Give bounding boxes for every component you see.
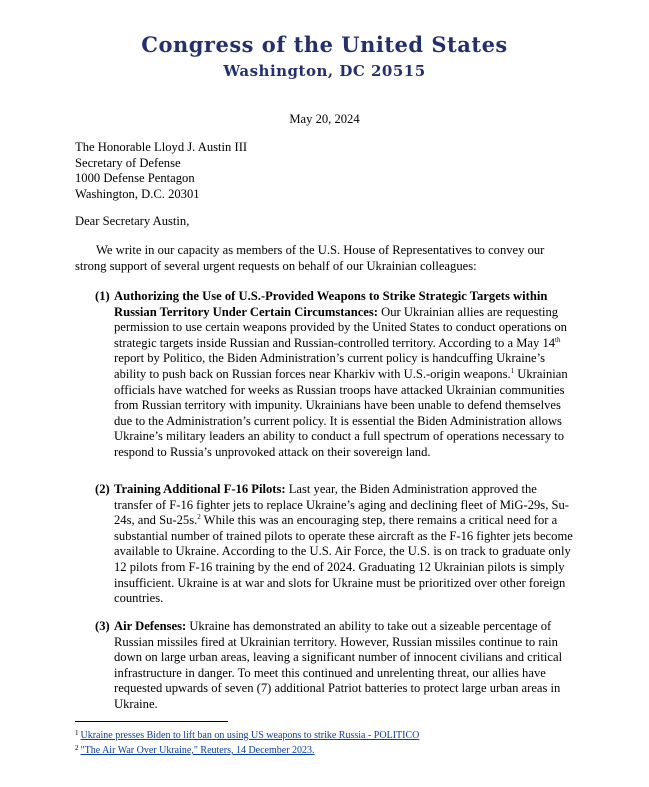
item-text: Ukrainian officials have watched for weeks as Russian troops have attacked Ukrainian communities from Russian territory with impunity. Ukrainians have been unable to defend themselves due to the Administration’s current policy. It is essential the Biden Administration allows Ukraine’s military leaders an ability to conduct a full spectrum of operations necessary to respond to Russia’s unprovoked attack on their sovereign land. [114, 366, 568, 459]
footnotes [75, 727, 419, 757]
request-item-2 [95, 482, 575, 607]
ordinal-suffix: th [555, 335, 561, 344]
address-line: Secretary of Defense [75, 155, 181, 170]
item-number: (1) [95, 289, 110, 303]
footnote-divider [75, 721, 228, 722]
item-text: report by Politico, the Biden Administration’s current policy is handcuffing Ukraine’s ability to push back on Russian forces near Kharkiv with U.S.-origin weapons. [114, 351, 546, 381]
item-text: Ukraine has demonstrated an ability to take out a sizeable percentage of Russian missiles fired at Ukrainian territory. However, Russian missiles continue to rain down on large urban areas, leaving a significant number of innocent civilians and critical infrastructure in danger. To meet this continued and unrelenting threat, our allies have requested upwards of seven (7) additional Patriot batteries to protect large urban areas in Ukraine. [114, 619, 563, 711]
salutation: Dear Secretary Austin, [75, 214, 190, 228]
item-heading: Training Additional F-16 Pilots: [114, 482, 286, 496]
address-line: Washington, D.C. 20301 [75, 186, 200, 201]
address-line: The Honorable Lloyd J. Austin III [75, 140, 248, 154]
recipient-address [75, 140, 247, 202]
footnote-ref[interactable]: 2 [197, 513, 201, 522]
footnote-mark: 1 [75, 729, 79, 737]
address-line: 1000 Defense Pentagon [75, 171, 195, 186]
item-number: (3) [95, 619, 110, 633]
footnote-1 [75, 727, 419, 742]
footnote-link[interactable]: Ukraine presses Biden to lift ban on using US weapons to strike Russia - POLITICO [80, 730, 420, 741]
request-item-3 [95, 619, 575, 713]
request-item-1 [95, 289, 575, 461]
intro-paragraph: We write in our capacity as members of the U.S. House of Representatives to convey our strong support of several urgent requests on behalf of our Ukrainian colleagues: [75, 243, 545, 273]
item-heading: Air Defenses: [114, 619, 187, 633]
footnote-mark: 2 [75, 744, 79, 752]
item-number: (2) [95, 482, 110, 496]
item-text: While this was an encouraging step, there remains a critical need for a substantial number of trained pilots to operate these aircraft as the F-16 fighter jets become available to Ukraine. According to the U.S. Air Force, the U.S. is on track to graduate only 12 pilots from F-16 training by the end of 2024. Graduating 12 Ukrainian pilots is simply insufficient. Ukraine is at war and slots for Ukraine must be prioritized over other foreign countries. [114, 513, 573, 606]
letterhead-subtitle: Washington, DC 20515 [223, 62, 426, 80]
item-text: Last year, the Biden Administration approved the transfer of F-16 fighter jets to replace Ukraine’s aging and declining fleet of MiG-29s, Su-24s, and Su-25s. [114, 482, 569, 528]
item-text: Our Ukrainian allies are requesting permission to use certain weapons provided by the United States to conduct operations on strategic targets inside Russian and Russian-controlled territory. According to a May 14 [114, 304, 567, 350]
footnote-2 [75, 742, 419, 757]
letterhead [0, 32, 649, 81]
item-heading: Authorizing the Use of U.S.-Provided Weapons to Strike Strategic Targets within Russian Territory Under Certain Circumstances: [114, 289, 548, 319]
footnote-link[interactable]: "The Air War Over Ukraine," Reuters, 14 December 2023. [80, 745, 315, 756]
letter-date: May 20, 2024 [289, 112, 360, 126]
footnote-ref[interactable]: 1 [510, 366, 515, 375]
letterhead-title: Congress of the United States [141, 32, 508, 57]
